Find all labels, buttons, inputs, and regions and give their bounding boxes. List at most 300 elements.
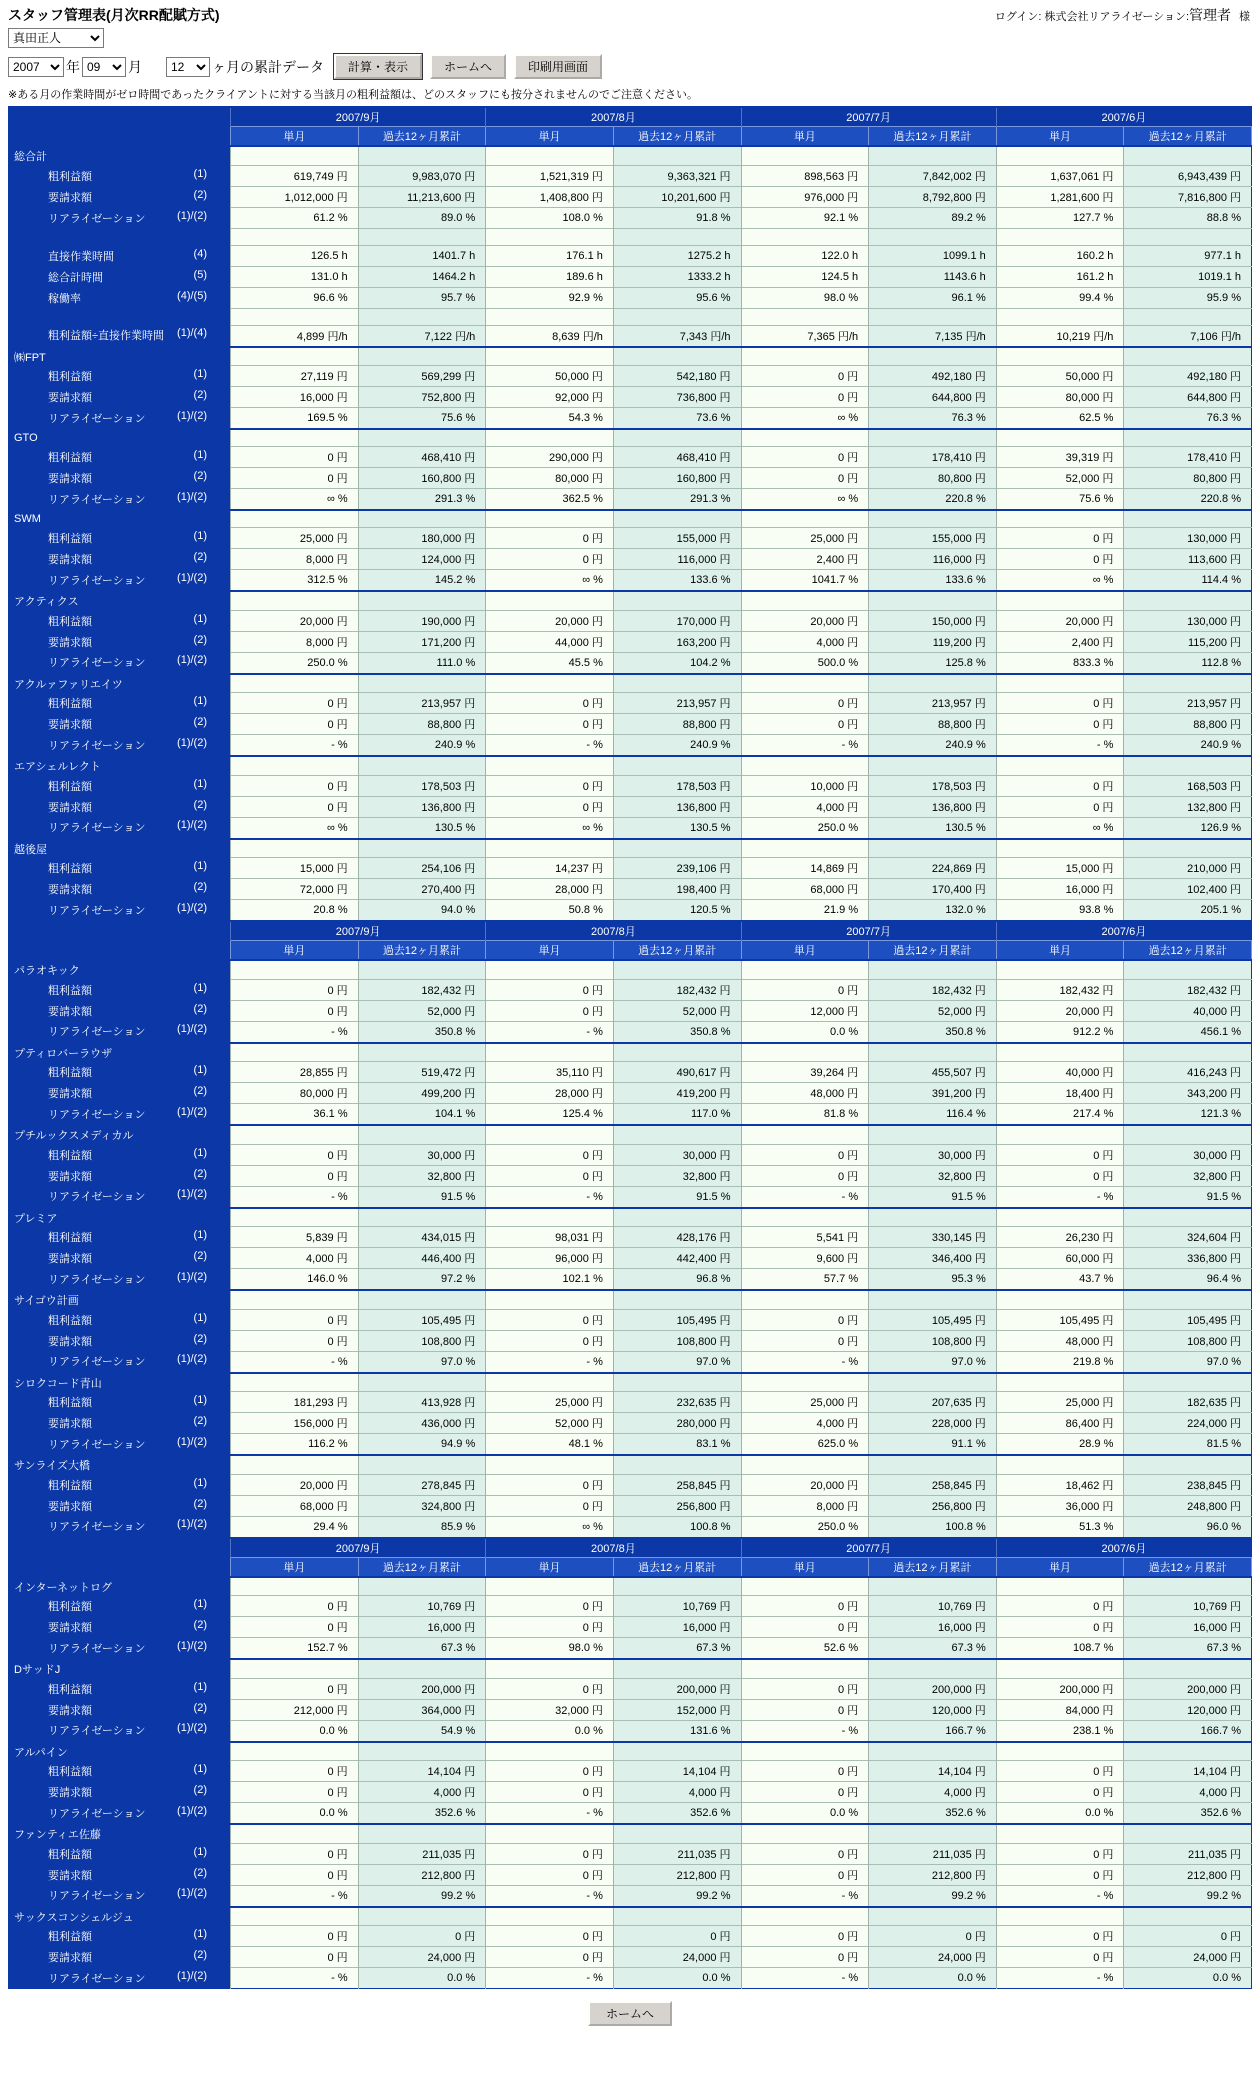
section-name: アルパイン: [9, 1742, 231, 1761]
data-cell: 0 円: [741, 1782, 869, 1803]
data-cell: 0 円: [231, 979, 359, 1000]
data-cell: [869, 960, 997, 979]
data-cell: [741, 1577, 869, 1596]
data-cell: 0 円: [231, 1782, 359, 1803]
home-button[interactable]: ホームへ: [430, 54, 506, 79]
data-cell: 61.2 %: [231, 207, 359, 228]
data-cell: 212,800 円: [869, 1864, 997, 1885]
data-cell: 0 円: [996, 1761, 1124, 1782]
data-cell: 0 円: [486, 1330, 614, 1351]
year-select[interactable]: [8, 57, 64, 77]
data-cell: [358, 1824, 486, 1843]
data-cell: [869, 228, 997, 245]
data-cell: 0.0 %: [486, 1720, 614, 1742]
data-cell: [613, 591, 741, 610]
data-cell: 160,800 円: [358, 468, 486, 489]
data-cell: [231, 756, 359, 775]
data-cell: 212,800 円: [613, 1864, 741, 1885]
month-header: 2007/8月: [486, 1538, 741, 1558]
bottom-home-button[interactable]: ホームへ: [588, 2001, 672, 2026]
data-cell: 181,293 円: [231, 1392, 359, 1413]
month-label: 月: [128, 58, 142, 75]
data-cell: [869, 1659, 997, 1678]
data-cell: [869, 1455, 997, 1474]
data-cell: ∞ %: [231, 817, 359, 839]
data-cell: 258,845 円: [869, 1474, 997, 1495]
data-cell: [486, 1577, 614, 1596]
data-cell: 490,617 円: [613, 1062, 741, 1083]
data-cell: 0 円: [231, 693, 359, 714]
data-cell: [1124, 839, 1252, 858]
data-cell: 0 円: [613, 1926, 741, 1947]
data-cell: - %: [231, 735, 359, 757]
table-corner: [9, 921, 231, 941]
data-cell: [869, 674, 997, 693]
row-label: 粗利益額 (1): [9, 1309, 231, 1330]
data-cell: [741, 839, 869, 858]
data-cell: 27,119 円: [231, 366, 359, 387]
data-cell: 120.5 %: [613, 900, 741, 922]
data-cell: 211,035 円: [613, 1843, 741, 1864]
data-cell: 0 円: [231, 1596, 359, 1617]
data-cell: [741, 510, 869, 528]
data-cell: 212,800 円: [1124, 1864, 1252, 1885]
data-cell: ∞ %: [486, 1516, 614, 1538]
data-cell: [1124, 1659, 1252, 1678]
data-cell: 0 円: [486, 1495, 614, 1516]
data-cell: 122.0 h: [741, 245, 869, 266]
data-cell: 108.0 %: [486, 207, 614, 228]
data-cell: 99.2 %: [869, 1885, 997, 1907]
data-cell: 161.2 h: [996, 266, 1124, 287]
data-cell: 73.6 %: [613, 408, 741, 430]
section-name: アクルァファリエイツ: [9, 674, 231, 693]
data-cell: 97.0 %: [613, 1351, 741, 1373]
data-cell: 4,000 円: [869, 1782, 997, 1803]
data-cell: [486, 1455, 614, 1474]
subheader-cumulative: 過去12ヶ月累計: [613, 1557, 741, 1577]
data-cell: [358, 1742, 486, 1761]
data-cell: - %: [231, 1186, 359, 1208]
data-cell: [358, 591, 486, 610]
data-cell: 0 円: [996, 528, 1124, 549]
data-cell: 25,000 円: [741, 528, 869, 549]
row-label: リアライゼーション (1)/(2): [9, 207, 231, 228]
data-cell: [996, 1907, 1124, 1926]
data-cell: [231, 674, 359, 693]
data-cell: 350.8 %: [613, 1021, 741, 1043]
data-cell: 256,800 円: [869, 1495, 997, 1516]
data-cell: [869, 510, 997, 528]
data-cell: 220.8 %: [1124, 489, 1252, 511]
data-cell: - %: [996, 735, 1124, 757]
data-cell: [741, 1208, 869, 1227]
data-cell: [869, 1742, 997, 1761]
data-cell: [486, 1373, 614, 1392]
data-cell: 91.5 %: [358, 1186, 486, 1208]
data-cell: [486, 674, 614, 693]
data-cell: 98,031 円: [486, 1227, 614, 1248]
data-cell: 105,495 円: [613, 1309, 741, 1330]
data-cell: 254,106 円: [358, 858, 486, 879]
section-name: ファンティエ佐藤: [9, 1824, 231, 1843]
data-cell: 57.7 %: [741, 1269, 869, 1291]
data-cell: 105,495 円: [869, 1309, 997, 1330]
data-cell: [358, 510, 486, 528]
subheader-single-month: 単月: [741, 127, 869, 147]
month-header: 2007/9月: [231, 1538, 486, 1558]
data-cell: 0 円: [741, 1947, 869, 1968]
data-cell: [869, 1373, 997, 1392]
row-label: 要請求額 (2): [9, 549, 231, 570]
data-cell: [358, 347, 486, 366]
data-cell: 442,400 円: [613, 1248, 741, 1269]
data-cell: 7,842,002 円: [869, 165, 997, 186]
data-cell: 97.0 %: [869, 1351, 997, 1373]
section-name: パラオキック: [9, 960, 231, 979]
data-cell: 0 円: [996, 1144, 1124, 1165]
row-label: 要請求額 (2): [9, 1864, 231, 1885]
data-cell: 32,800 円: [869, 1165, 997, 1186]
data-cell: 95.3 %: [869, 1269, 997, 1291]
data-cell: 324,800 円: [358, 1495, 486, 1516]
data-cell: 752,800 円: [358, 387, 486, 408]
data-cell: [996, 1455, 1124, 1474]
section-name: ㈱FPT: [9, 347, 231, 366]
data-cell: 182,432 円: [1124, 979, 1252, 1000]
data-cell: ∞ %: [231, 489, 359, 511]
data-cell: 24,000 円: [358, 1947, 486, 1968]
data-cell: [741, 1659, 869, 1678]
row-label: 粗利益額 (1): [9, 1761, 231, 1782]
data-cell: 24,000 円: [1124, 1947, 1252, 1968]
data-cell: 0 円: [486, 775, 614, 796]
data-cell: 8,792,800 円: [869, 186, 997, 207]
row-label: リアライゼーション (1)/(2): [9, 1104, 231, 1126]
data-cell: [231, 146, 359, 165]
data-cell: 20,000 円: [231, 1474, 359, 1495]
data-cell: [1124, 1907, 1252, 1926]
data-cell: 0 円: [741, 1165, 869, 1186]
data-cell: 0 円: [231, 1330, 359, 1351]
data-cell: [486, 228, 614, 245]
data-cell: [996, 228, 1124, 245]
data-cell: [1124, 756, 1252, 775]
row-label: リアライゼーション (1)/(2): [9, 1021, 231, 1043]
data-cell: 0.0 %: [1124, 1968, 1252, 1989]
data-cell: - %: [996, 1186, 1124, 1208]
data-cell: 20,000 円: [741, 610, 869, 631]
data-cell: [741, 1907, 869, 1926]
section-name: エアシェルレクト: [9, 756, 231, 775]
print-button[interactable]: 印刷用画面: [514, 54, 602, 79]
data-cell: 94.9 %: [358, 1434, 486, 1456]
data-cell: [1124, 591, 1252, 610]
data-cell: [231, 1290, 359, 1309]
data-cell: - %: [996, 1885, 1124, 1907]
row-label: 粗利益額 (1): [9, 1843, 231, 1864]
data-cell: [1124, 1208, 1252, 1227]
data-cell: 912.2 %: [996, 1021, 1124, 1043]
data-cell: 217.4 %: [996, 1104, 1124, 1126]
data-cell: 7,122 円/h: [358, 325, 486, 347]
data-cell: 182,432 円: [613, 979, 741, 1000]
data-cell: 4,000 円: [1124, 1782, 1252, 1803]
data-cell: 99.2 %: [358, 1885, 486, 1907]
row-label: 要請求額 (2): [9, 1495, 231, 1516]
data-cell: 178,503 円: [613, 775, 741, 796]
data-cell: - %: [741, 1186, 869, 1208]
data-cell: - %: [741, 1968, 869, 1989]
period-label: ヶ月の累計データ: [212, 58, 324, 75]
row-label: 要請求額 (2): [9, 468, 231, 489]
data-cell: 132.0 %: [869, 900, 997, 922]
data-cell: [741, 308, 869, 325]
subheader-single-month: 単月: [231, 941, 359, 961]
data-cell: [613, 1125, 741, 1144]
data-cell: 336,800 円: [1124, 1248, 1252, 1269]
data-cell: 133.6 %: [613, 570, 741, 592]
data-cell: 180,000 円: [358, 528, 486, 549]
data-cell: 0 円: [741, 693, 869, 714]
row-label: [9, 228, 231, 245]
data-cell: 68,000 円: [231, 1495, 359, 1516]
calc-button[interactable]: 計算・表示: [334, 54, 422, 79]
data-cell: 0 円: [741, 366, 869, 387]
data-cell: 0 円: [231, 1309, 359, 1330]
data-cell: [486, 591, 614, 610]
row-label: 稼働率 (4)/(5): [9, 287, 231, 308]
data-cell: 96.0 %: [1124, 1516, 1252, 1538]
data-cell: 4,000 円: [741, 631, 869, 652]
data-cell: 977.1 h: [1124, 245, 1252, 266]
data-cell: 171,200 円: [358, 631, 486, 652]
data-cell: 0 円: [741, 1699, 869, 1720]
data-cell: 28,000 円: [486, 1083, 614, 1104]
subheader-single-month: 単月: [486, 941, 614, 961]
data-cell: 0 円: [486, 1782, 614, 1803]
subheader-cumulative: 過去12ヶ月累計: [1124, 941, 1252, 961]
data-cell: [613, 1824, 741, 1843]
data-cell: 121.3 %: [1124, 1104, 1252, 1126]
data-cell: [613, 146, 741, 165]
data-cell: [869, 756, 997, 775]
data-cell: 136,800 円: [358, 796, 486, 817]
data-cell: 182,635 円: [1124, 1392, 1252, 1413]
data-cell: [231, 1659, 359, 1678]
row-label: リアライゼーション (1)/(2): [9, 1516, 231, 1538]
data-cell: 7,365 円/h: [741, 325, 869, 347]
data-cell: 54.3 %: [486, 408, 614, 430]
data-cell: 178,410 円: [869, 447, 997, 468]
row-label: リアライゼーション (1)/(2): [9, 570, 231, 592]
data-cell: 542,180 円: [613, 366, 741, 387]
data-cell: 170,400 円: [869, 879, 997, 900]
data-cell: 136,800 円: [613, 796, 741, 817]
data-cell: - %: [486, 1021, 614, 1043]
data-cell: 80,000 円: [996, 387, 1124, 408]
data-cell: 0.0 %: [231, 1803, 359, 1825]
data-cell: - %: [486, 1803, 614, 1825]
data-cell: 0 円: [486, 1309, 614, 1330]
data-cell: 0 円: [996, 1782, 1124, 1803]
data-cell: [1124, 347, 1252, 366]
month-header: 2007/8月: [486, 107, 741, 127]
data-cell: 136,800 円: [869, 796, 997, 817]
data-cell: 0 円: [996, 714, 1124, 735]
data-cell: [1124, 674, 1252, 693]
data-cell: - %: [486, 1968, 614, 1989]
data-cell: 0 円: [996, 1617, 1124, 1638]
data-cell: 250.0 %: [231, 652, 359, 674]
data-cell: [1124, 1290, 1252, 1309]
row-label: 要請求額 (2): [9, 1699, 231, 1720]
data-cell: 178,410 円: [1124, 447, 1252, 468]
data-cell: 16,000 円: [358, 1617, 486, 1638]
data-cell: 352.6 %: [1124, 1803, 1252, 1825]
data-cell: [741, 756, 869, 775]
data-cell: [869, 347, 997, 366]
subheader-cumulative: 過去12ヶ月累計: [358, 127, 486, 147]
data-cell: 1333.2 h: [613, 266, 741, 287]
data-cell: 4,000 円: [613, 1782, 741, 1803]
row-label: 要請求額 (2): [9, 1165, 231, 1186]
data-cell: 456.1 %: [1124, 1021, 1252, 1043]
table-corner: [9, 941, 231, 961]
data-cell: [231, 1577, 359, 1596]
data-cell: 238.1 %: [996, 1720, 1124, 1742]
data-cell: 0 円: [231, 1144, 359, 1165]
subheader-cumulative: 過去12ヶ月累計: [869, 1557, 997, 1577]
data-cell: [869, 1824, 997, 1843]
row-label: 粗利益額 (1): [9, 528, 231, 549]
data-cell: [1124, 1455, 1252, 1474]
data-cell: [613, 1290, 741, 1309]
section-name: プレミア: [9, 1208, 231, 1227]
period-select[interactable]: [166, 57, 210, 77]
data-cell: 100.8 %: [869, 1516, 997, 1538]
data-cell: 18,462 円: [996, 1474, 1124, 1495]
row-label: 粗利益額 (1): [9, 1062, 231, 1083]
data-cell: 446,400 円: [358, 1248, 486, 1269]
row-label: 要請求額 (2): [9, 1617, 231, 1638]
data-cell: 362.5 %: [486, 489, 614, 511]
data-cell: 72,000 円: [231, 879, 359, 900]
data-cell: [996, 1290, 1124, 1309]
data-cell: [613, 1373, 741, 1392]
section-name: アクティクス: [9, 591, 231, 610]
data-cell: 102.1 %: [486, 1269, 614, 1291]
data-cell: ∞ %: [996, 570, 1124, 592]
section-name: DサッドJ: [9, 1659, 231, 1678]
data-cell: 250.0 %: [741, 1516, 869, 1538]
data-cell: 8,000 円: [231, 631, 359, 652]
month-select[interactable]: [82, 57, 126, 77]
data-cell: [358, 839, 486, 858]
data-cell: 468,410 円: [613, 447, 741, 468]
data-cell: 224,000 円: [1124, 1413, 1252, 1434]
subheader-single-month: 単月: [741, 941, 869, 961]
data-cell: 0 円: [231, 447, 359, 468]
data-cell: 132,800 円: [1124, 796, 1252, 817]
data-cell: 10,769 円: [1124, 1596, 1252, 1617]
data-cell: [358, 1455, 486, 1474]
data-cell: 94.0 %: [358, 900, 486, 922]
data-cell: 0 円: [486, 528, 614, 549]
data-cell: [996, 308, 1124, 325]
row-label: 要請求額 (2): [9, 879, 231, 900]
data-cell: [358, 756, 486, 775]
data-cell: - %: [486, 1351, 614, 1373]
subheader-single-month: 単月: [231, 127, 359, 147]
data-cell: 52,000 円: [486, 1413, 614, 1434]
data-cell: 4,899 円/h: [231, 325, 359, 347]
data-cell: [741, 1125, 869, 1144]
data-cell: 14,104 円: [613, 1761, 741, 1782]
data-cell: 83.1 %: [613, 1434, 741, 1456]
data-cell: 88,800 円: [358, 714, 486, 735]
note-text: ※ある月の作業時間がゼロ時間であったクライアントに対する当該月の粗利益額は、どのスタッフにも按分されませんのでご注意ください。: [8, 89, 699, 101]
table-corner: [9, 1538, 231, 1558]
data-cell: 112.8 %: [1124, 652, 1252, 674]
data-cell: [996, 591, 1124, 610]
data-cell: 25,000 円: [741, 1392, 869, 1413]
data-cell: 0 円: [231, 468, 359, 489]
data-cell: 182,432 円: [358, 979, 486, 1000]
data-cell: 0 円: [741, 1843, 869, 1864]
data-cell: 0 円: [486, 1596, 614, 1617]
data-cell: 352.6 %: [869, 1803, 997, 1825]
data-cell: [613, 308, 741, 325]
data-cell: [741, 228, 869, 245]
data-cell: 10,769 円: [869, 1596, 997, 1617]
data-cell: 152,000 円: [613, 1699, 741, 1720]
data-cell: 0 円: [996, 796, 1124, 817]
staff-select[interactable]: [8, 28, 104, 48]
data-cell: 160,800 円: [613, 468, 741, 489]
data-cell: 0.0 %: [231, 1720, 359, 1742]
data-cell: 1464.2 h: [358, 266, 486, 287]
data-cell: ∞ %: [741, 408, 869, 430]
data-cell: 125.8 %: [869, 652, 997, 674]
data-cell: 455,507 円: [869, 1062, 997, 1083]
data-cell: 0 円: [358, 1926, 486, 1947]
data-cell: 0 円: [741, 1864, 869, 1885]
data-cell: 28.9 %: [996, 1434, 1124, 1456]
data-cell: 52,000 円: [869, 1000, 997, 1021]
data-cell: [869, 1208, 997, 1227]
data-cell: [996, 839, 1124, 858]
data-cell: 278,845 円: [358, 1474, 486, 1495]
section-name: プティロバーラウザ: [9, 1043, 231, 1062]
data-cell: 1,012,000 円: [231, 186, 359, 207]
data-cell: 35,110 円: [486, 1062, 614, 1083]
data-cell: [231, 1907, 359, 1926]
data-cell: 20.8 %: [231, 900, 359, 922]
data-cell: [741, 1043, 869, 1062]
data-cell: 28,000 円: [486, 879, 614, 900]
data-cell: 200,000 円: [358, 1678, 486, 1699]
data-cell: [231, 960, 359, 979]
subheader-cumulative: 過去12ヶ月累計: [1124, 127, 1252, 147]
data-cell: 152.7 %: [231, 1638, 359, 1660]
data-cell: 124,000 円: [358, 549, 486, 570]
row-label: リアライゼーション (1)/(2): [9, 1186, 231, 1208]
data-cell: 291.3 %: [358, 489, 486, 511]
data-cell: [1124, 429, 1252, 447]
row-label: 総合計時間 (5): [9, 266, 231, 287]
data-cell: 130.5 %: [358, 817, 486, 839]
